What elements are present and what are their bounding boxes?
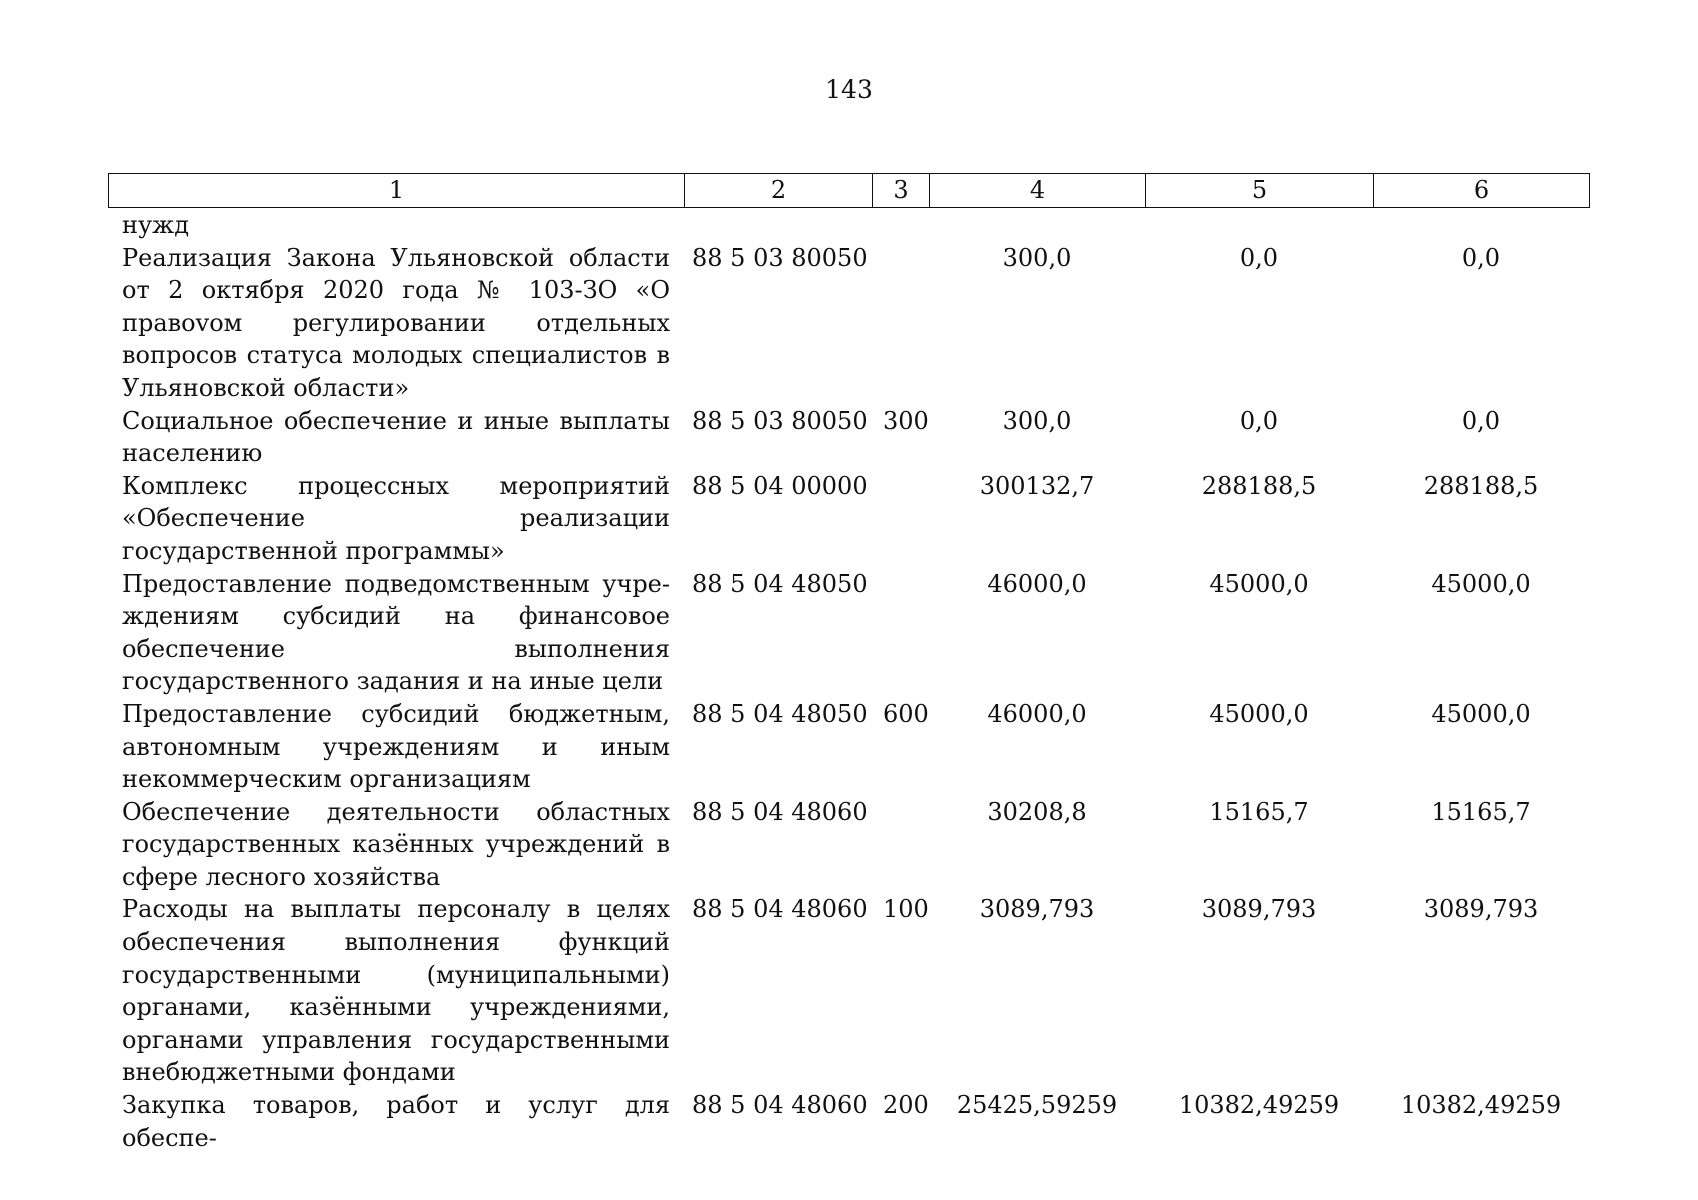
row-value-5: 0,0 [1239, 243, 1279, 272]
row-value-5: 0,0 [1239, 406, 1279, 435]
row-name: Закупка товаров, работ и услуг для обеспе- [122, 1091, 670, 1152]
table-header [108, 173, 1590, 208]
row-value-5: 15165,7 [1209, 797, 1309, 826]
header-col-5: 5 [1146, 174, 1374, 208]
row-value-5: 45000,0 [1209, 569, 1309, 598]
row-type [872, 242, 929, 405]
row-value-4: 30208,8 [987, 797, 1087, 826]
row-name: Комплекс процессных мероприятий «Обеспечение реализации государственной программы» [122, 471, 670, 565]
row-code: 88 5 04 48060 [692, 1091, 868, 1120]
row-value-6: 15165,7 [1431, 797, 1531, 826]
row-value-4: 300,0 [1002, 243, 1072, 272]
row-type [872, 209, 929, 242]
row-type: 300 [883, 406, 929, 435]
row-value-4 [929, 209, 1145, 242]
row-value-4: 300,0 [1002, 406, 1072, 435]
table-row [108, 405, 1589, 470]
row-value-6: 3089,793 [1423, 895, 1539, 924]
row-value-5 [1145, 209, 1373, 242]
row-value-5: 288188,5 [1201, 471, 1317, 500]
header-col-2: 2 [685, 174, 873, 208]
row-type: 100 [883, 895, 929, 924]
row-name: Обеспечение деятельности областных государственных казённых учреждений в сфере лесного хозяйства [122, 797, 670, 891]
table-row [108, 893, 1589, 1089]
row-code: 88 5 03 80050 [692, 243, 868, 272]
row-name: нужд [122, 211, 189, 239]
row-value-4: 46000,0 [987, 699, 1087, 728]
header-col-4: 4 [930, 174, 1146, 208]
row-value-5: 10382,49259 [1178, 1091, 1340, 1120]
table-row [108, 568, 1589, 698]
row-name: Расходы на выплаты персоналу в целях обеспечения выполнения функций государственными (муниципальными) органами, казёнными учреждениями, органами управления государственными внебюджетными фондами [122, 895, 670, 1087]
row-code: 88 5 04 48060 [692, 895, 868, 924]
row-value-4: 3089,793 [979, 895, 1095, 924]
row-name: Социальное обеспечение и иные выплаты населению [122, 406, 670, 468]
row-type: 200 [883, 1091, 929, 1120]
budget-table [108, 209, 1589, 1154]
row-value-6: 10382,49259 [1400, 1091, 1562, 1120]
header-col-1: 1 [109, 174, 685, 208]
table-row [108, 1089, 1589, 1154]
table-row [108, 242, 1589, 405]
row-value-6: 288188,5 [1423, 471, 1539, 500]
row-type [872, 470, 929, 568]
row-value-4: 25425,59259 [956, 1091, 1118, 1120]
header-col-3: 3 [873, 174, 930, 208]
row-value-6 [1373, 209, 1589, 242]
row-name: Реализация Закона Ульяновской области от 2 октября 2020 года № 103-ЗО «О правоvом регулировании отдельных вопросов статуса молодых специалистов в Ульяновской области» [122, 243, 670, 402]
row-name: Предоставление подведомственным учреждениям субсидий на финансовое обеспечение выполнения государственного задания и на иные цели [122, 569, 670, 696]
row-code: 88 5 03 80050 [692, 406, 868, 435]
row-value-6: 45000,0 [1431, 569, 1531, 598]
row-type [872, 568, 929, 698]
page-number: 143 [825, 75, 873, 104]
row-code: 88 5 04 48060 [692, 797, 868, 826]
table-row [108, 796, 1589, 894]
row-value-5: 45000,0 [1209, 699, 1309, 728]
table-row [108, 209, 1589, 242]
row-code: 88 5 04 48050 [692, 569, 868, 598]
table-row [108, 698, 1589, 796]
row-value-6: 0,0 [1461, 243, 1501, 272]
row-value-6: 45000,0 [1431, 699, 1531, 728]
row-code [684, 209, 872, 242]
header-col-6: 6 [1374, 174, 1590, 208]
row-name: Предоставление субсидий бюджетным, автономным учреждениям и иным некоммерческим организациям [122, 699, 670, 794]
row-value-6: 0,0 [1461, 406, 1501, 435]
table-row [108, 470, 1589, 568]
row-code: 88 5 04 00000 [692, 471, 868, 500]
row-type [872, 796, 929, 894]
row-value-5: 3089,793 [1201, 895, 1317, 924]
row-value-4: 300132,7 [979, 471, 1095, 500]
row-value-4: 46000,0 [987, 569, 1087, 598]
row-code: 88 5 04 48050 [692, 699, 868, 728]
row-type: 600 [883, 699, 929, 728]
